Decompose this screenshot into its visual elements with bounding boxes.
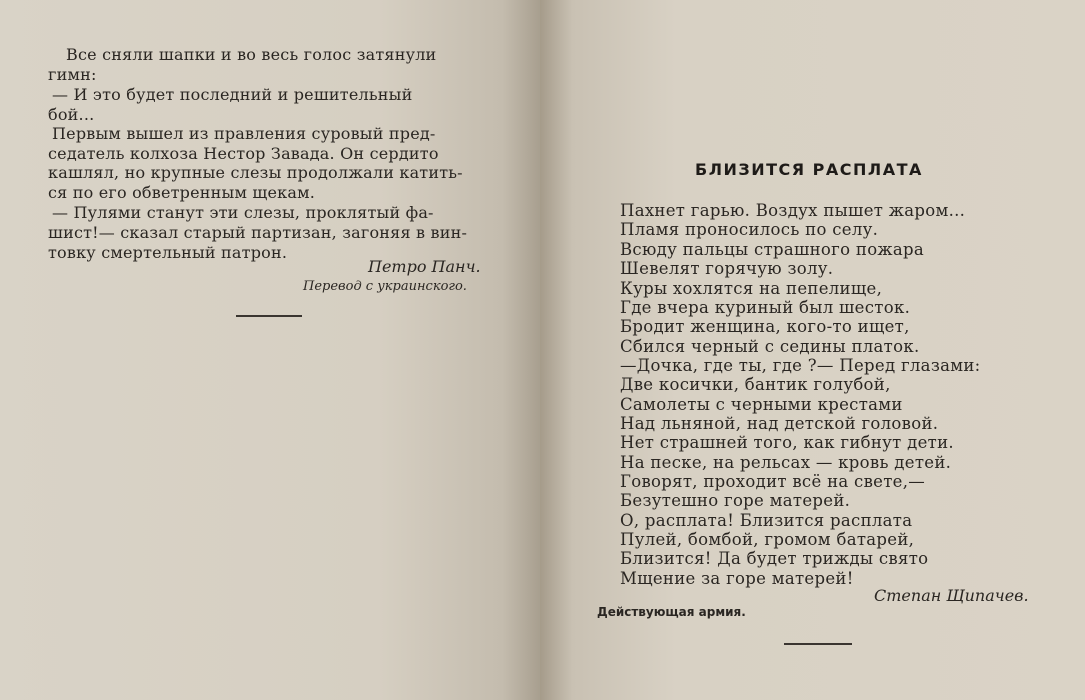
text-line: Первым вышел из правления суровый пред- — [52, 124, 436, 143]
section-divider — [236, 315, 302, 317]
verse-line: Две косички, бантик голубой, — [620, 375, 891, 394]
verse-line: Пламя проносилось по селу. — [620, 220, 879, 239]
text-line: ся по его обветренным щекам. — [48, 183, 316, 202]
verse-line: О, расплата! Близится расплата — [620, 511, 913, 530]
right-page — [540, 0, 1085, 700]
text-line: кашлял, но крупные слезы продолжали катить- — [48, 163, 463, 182]
front-note: Действующая армия. — [597, 605, 746, 619]
section-divider — [784, 643, 852, 645]
verse-line: Говорят, проходит всё на свете,— — [620, 472, 926, 491]
author-signature: Степан Щипачев. — [874, 586, 1029, 605]
verse-line: Где вчера куриный был шесток. — [620, 298, 911, 317]
verse-line: Шевелят горячую золу. — [620, 259, 834, 278]
verse-line: Самолеты с черными крестами — [620, 395, 903, 414]
verse-line: Безутешно горе матерей. — [620, 491, 851, 510]
poem-title: БЛИЗИТСЯ РАСПЛАТА — [695, 160, 923, 179]
verse-line: Над льняной, над детской головой. — [620, 414, 939, 433]
left-page — [0, 0, 540, 700]
verse-line: На песке, на рельсах — кровь детей. — [620, 453, 952, 472]
text-line: — И это будет последний и решительный — [52, 85, 413, 104]
verse-line: Пулей, бомбой, громом батарей, — [620, 530, 915, 549]
verse-line: Всюду пальцы страшного пожара — [620, 240, 925, 259]
text-line: седатель колхоза Нестор Завада. Он сердито — [48, 144, 439, 163]
text-line: Все сняли шапки и во весь голос затянули — [66, 45, 437, 64]
text-line: гимн: — [48, 65, 97, 84]
verse-line: Куры хохлятся на пепелище, — [620, 279, 883, 298]
translation-note: Перевод с украинского. — [303, 279, 467, 294]
verse-line: Пахнет гарью. Воздух пышет жаром... — [620, 201, 966, 220]
text-line: — Пулями станут эти слезы, проклятый фа- — [52, 203, 434, 222]
text-line: товку смертельный патрон. — [48, 243, 288, 262]
verse-line: Сбился черный с седины платок. — [620, 337, 920, 356]
text-line: бой... — [48, 105, 95, 124]
verse-line: —Дочка, где ты, где ?— Перед глазами: — [620, 356, 981, 375]
verse-line: Близится! Да будет трижды свято — [620, 549, 929, 568]
verse-line: Нет страшней того, как гибнут дети. — [620, 433, 954, 452]
text-line: шист!— сказал старый партизан, загоняя в вин- — [48, 223, 468, 242]
verse-line: Бродит женщина, кого-то ищет, — [620, 317, 910, 336]
author-signature: Петро Панч. — [368, 257, 481, 276]
verse-line: Мщение за горе матерей! — [620, 569, 854, 588]
